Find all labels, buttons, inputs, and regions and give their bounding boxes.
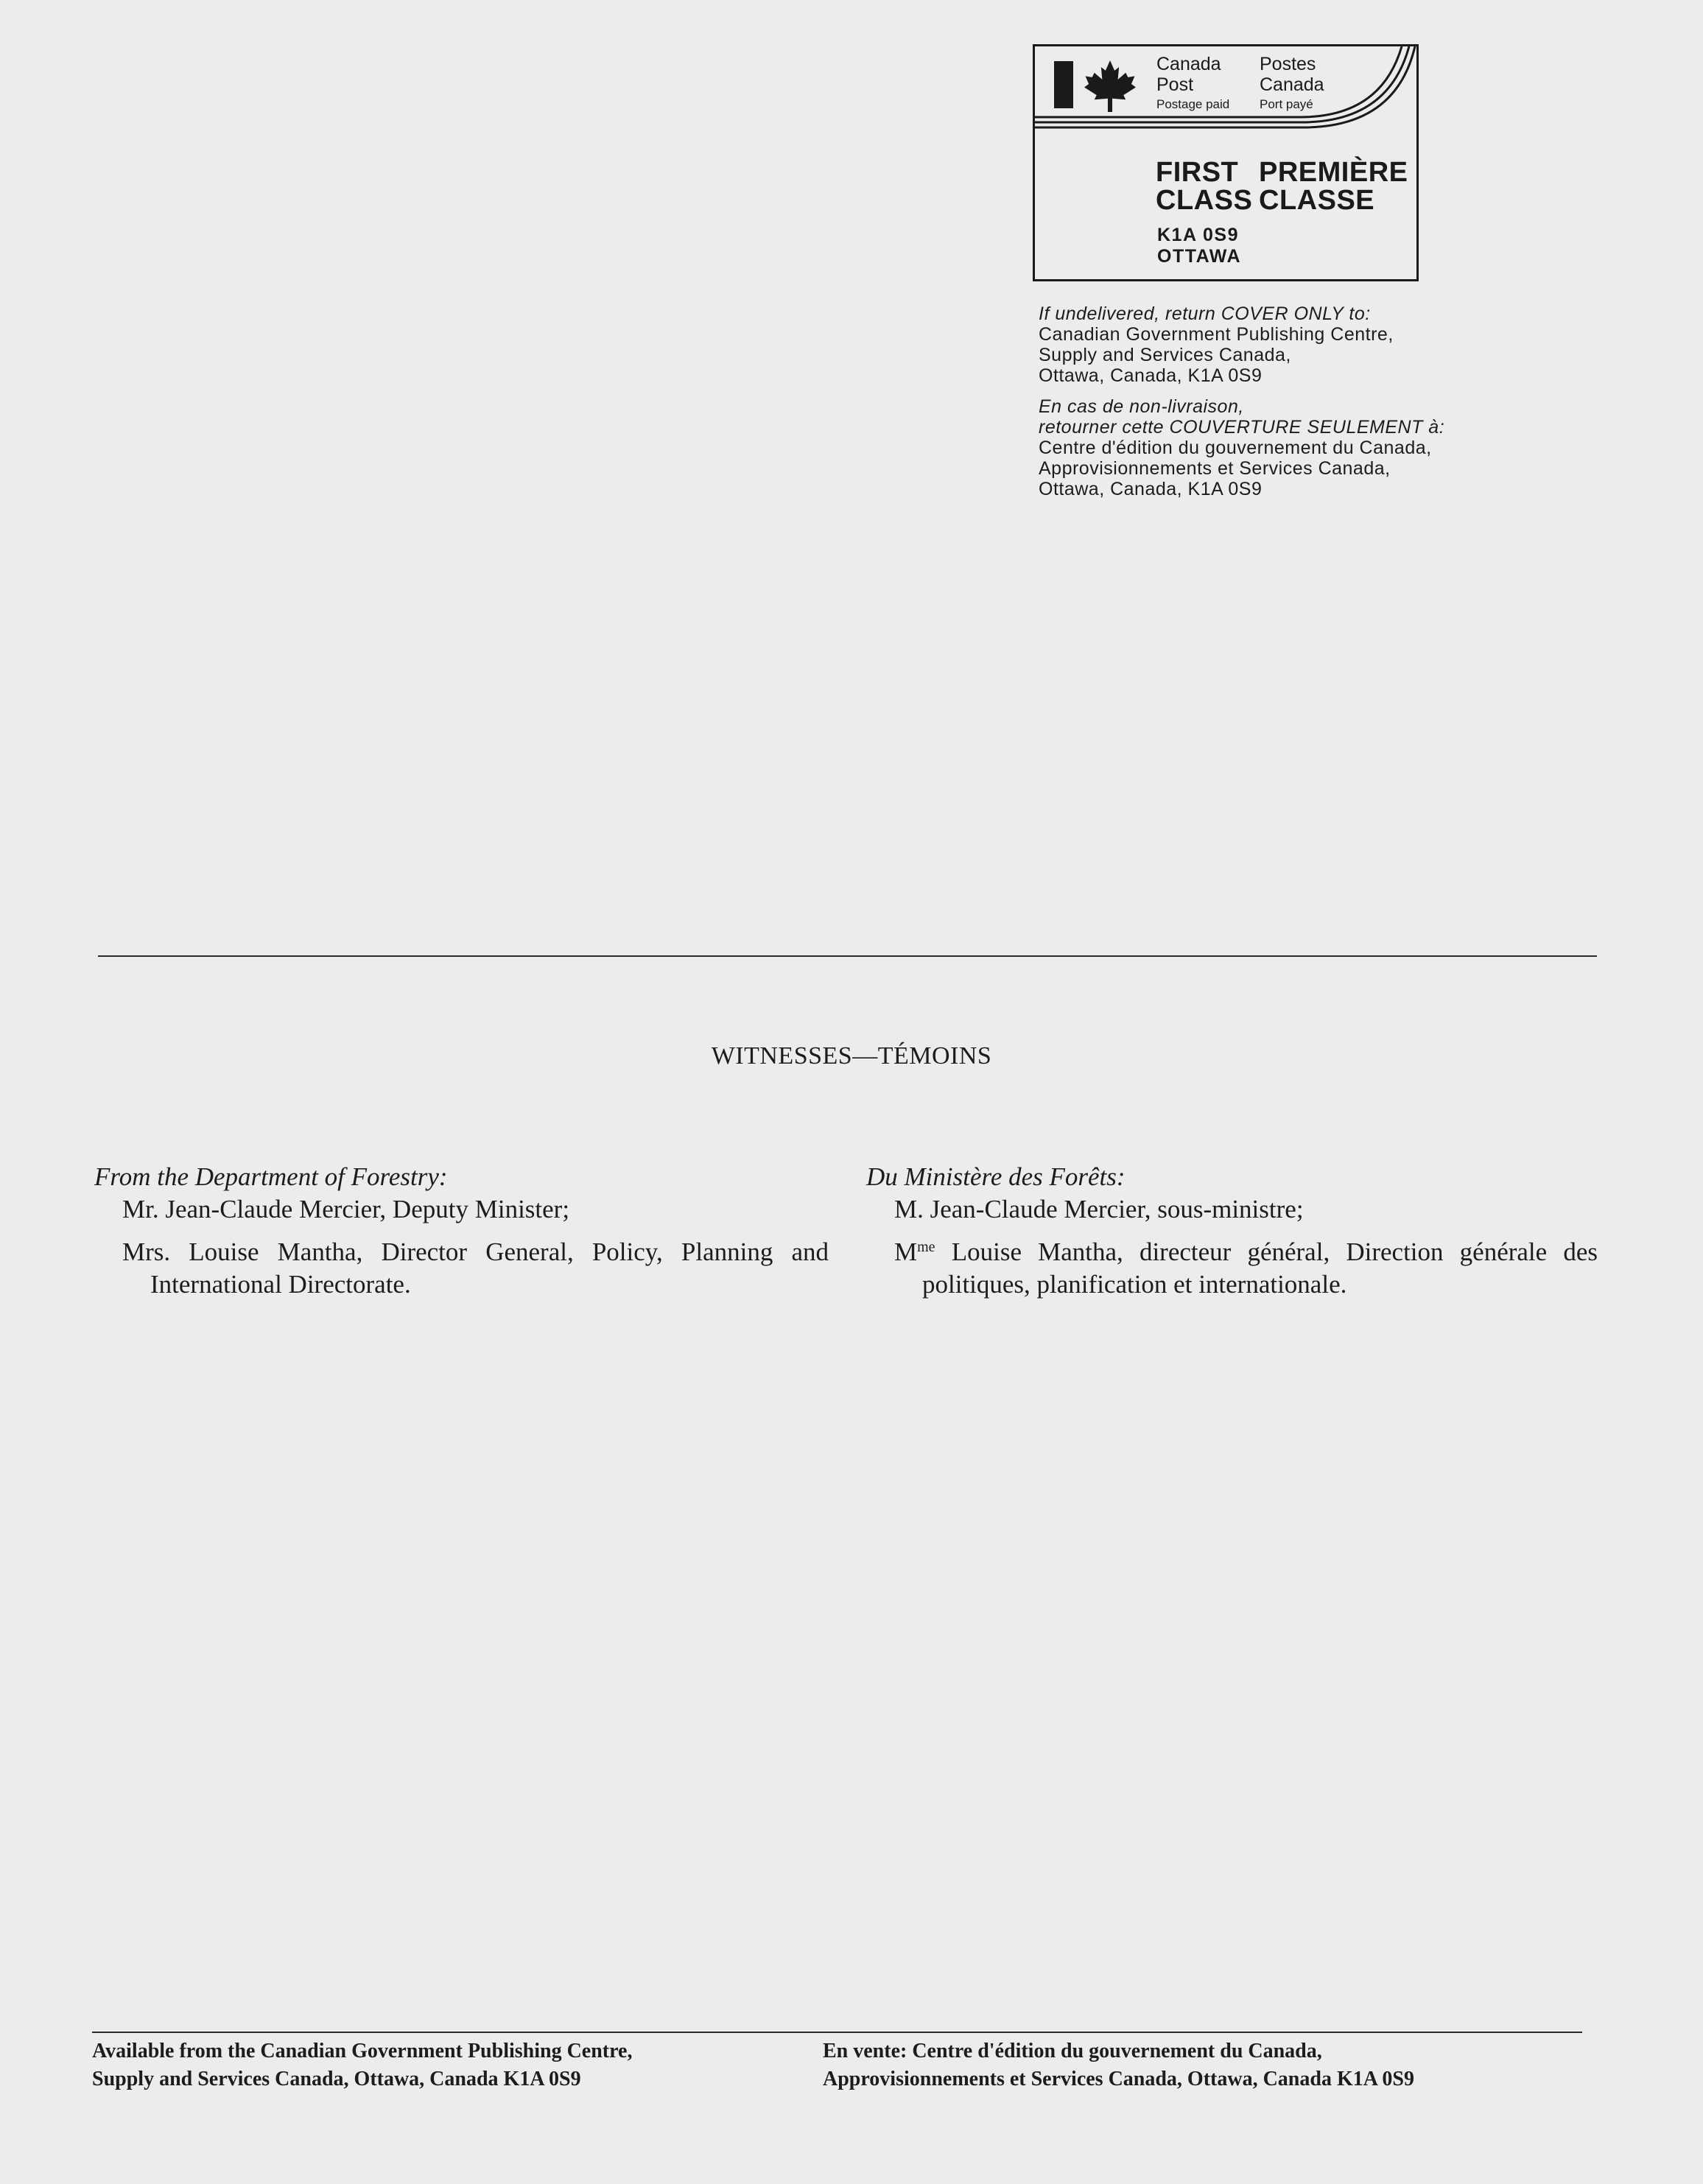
title-prefix: M <box>894 1237 918 1266</box>
department-name: From the Department of Forestry: <box>94 1162 448 1191</box>
postage-indicia <box>1033 44 1419 281</box>
section-divider <box>98 955 1597 957</box>
footer-line: En vente: Centre d'édition du gouvernement du Canada, <box>823 2040 1322 2062</box>
org-fr-line2: Canada <box>1260 74 1324 95</box>
org-fr-line1: Postes <box>1260 54 1316 74</box>
return-address-line: Canadian Government Publishing Centre, <box>1039 324 1394 345</box>
title-superscript: me <box>917 1239 935 1255</box>
postal-code: K1A 0S9 <box>1157 225 1240 245</box>
class-fr-line2: CLASSE <box>1259 185 1375 216</box>
return-address-line: Ottawa, Canada, K1A 0S9 <box>1039 479 1263 499</box>
footer-availability-en <box>92 2037 632 2093</box>
return-address-line: Ottawa, Canada, K1A 0S9 <box>1039 365 1263 386</box>
class-fr-line1: PREMIÈRE <box>1259 157 1408 188</box>
witnesses-english-column <box>94 1161 829 1301</box>
postal-city: OTTAWA <box>1157 246 1242 267</box>
footer-line: Approvisionnements et Services Canada, Ottawa, Canada K1A 0S9 <box>823 2068 1414 2090</box>
witnesses-heading: WITNESSES—TÉMOINS <box>711 1042 992 1070</box>
witness-entry <box>866 1236 1598 1301</box>
org-en-line1: Canada <box>1156 54 1221 74</box>
return-address <box>1039 303 1554 499</box>
postal-org-english <box>1156 54 1229 114</box>
class-en-line1: FIRST <box>1156 157 1239 188</box>
witness-entry: Mr. Jean-Claude Mercier, Deputy Minister; <box>122 1195 570 1223</box>
return-address-line: Centre d'édition du gouvernement du Canada, <box>1039 438 1432 458</box>
witness-entry: M. Jean-Claude Mercier, sous-ministre; <box>894 1195 1304 1223</box>
return-instruction-fr: En cas de non-livraison, <box>1039 396 1244 417</box>
first-class-en <box>1156 158 1252 214</box>
class-en-line2: CLASS <box>1156 185 1253 216</box>
return-instruction-fr: retourner cette COUVERTURE SEULEMENT à: <box>1039 417 1445 438</box>
postal-org-french <box>1260 54 1324 114</box>
witness-entry: Mrs. Louise Mantha, Director General, Policy, Planning and International Directorate. <box>122 1237 829 1299</box>
footer-line: Supply and Services Canada, Ottawa, Canada K1A 0S9 <box>92 2068 581 2090</box>
department-name: Du Ministère des Forêts: <box>866 1162 1126 1191</box>
postage-paid-en: Postage paid <box>1156 97 1230 111</box>
org-en-line2: Post <box>1156 74 1194 95</box>
footer-availability-fr <box>823 2037 1414 2093</box>
footer-divider <box>92 2032 1582 2033</box>
witness-entry-text: Louise Mantha, directeur général, Direction générale des politiques, planification et internationale. <box>922 1237 1598 1299</box>
return-address-line: Approvisionnements et Services Canada, <box>1039 458 1391 479</box>
postal-destination <box>1157 225 1241 267</box>
postage-paid-fr: Port payé <box>1260 97 1313 111</box>
footer-line: Available from the Canadian Government Publishing Centre, <box>92 2040 633 2062</box>
witnesses-french-column <box>866 1161 1598 1301</box>
first-class-fr <box>1259 158 1408 214</box>
return-instruction-en: If undelivered, return COVER ONLY to: <box>1039 303 1371 324</box>
return-address-line: Supply and Services Canada, <box>1039 345 1291 365</box>
